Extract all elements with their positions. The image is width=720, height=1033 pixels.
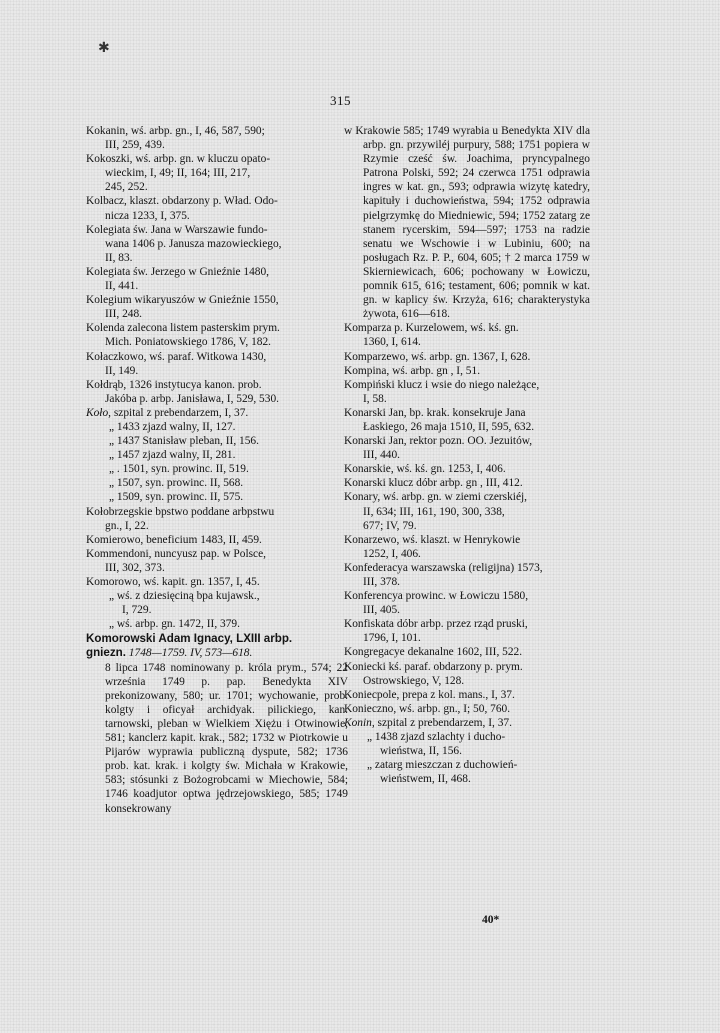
entry-line: Komparza p. Kurzelowem, wś. kś. gn.	[344, 322, 519, 335]
entry-line: Konieczno, wś. arbp. gn., I; 50, 760.	[344, 702, 511, 715]
right-entry	[344, 462, 590, 476]
left-entry	[86, 575, 348, 589]
right-entry	[344, 589, 590, 617]
entry-line: Kolegiata św. Jerzego w Gnieźnie 1480,	[86, 265, 270, 278]
entry-line: Koniecpole, prepa z kol. mans., I, 37.	[344, 688, 515, 701]
entry-line: 677; IV, 79.	[363, 519, 417, 532]
left-entry	[86, 547, 348, 575]
right-entry	[344, 434, 590, 462]
right-entry	[344, 321, 590, 349]
entry-line: Konarzewo, wś. klaszt. w Henrykowie	[344, 533, 521, 546]
entry-line: Kompina, wś. arbp. gn , I, 51.	[344, 364, 481, 377]
right-entry	[344, 490, 590, 532]
entry-line: II, 149.	[105, 364, 139, 377]
left-entry	[86, 223, 348, 265]
entry-line: „ wś. z dziesięciną bpa kujawsk.,	[109, 590, 260, 603]
entry-line: wieństwem, II, 468.	[380, 773, 471, 786]
left-entry	[86, 462, 348, 476]
ink-mark: ✱	[98, 41, 110, 56]
right-entry	[344, 406, 590, 434]
entry-dates: 1748—1759. IV, 573—618.	[128, 647, 253, 660]
entry-line: Konfiskata dóbr arbp. przez rząd pruski,	[344, 618, 528, 631]
signature-mark: 40*	[482, 914, 500, 926]
entry-line: Kołdrąb, 1326 instytucya kanon. prob.	[86, 378, 262, 391]
left-entry	[86, 505, 348, 533]
right-entry	[344, 730, 590, 758]
entry-line: Konarski Jan, rektor pozn. OO. Jezuitów,	[344, 435, 533, 448]
right-entry	[344, 364, 590, 378]
right-entry	[344, 561, 590, 589]
entry-line: Komierowo, beneficium 1483, II, 459.	[86, 533, 262, 546]
entry-line: gn., I, 22.	[105, 519, 149, 532]
left-entry	[86, 124, 348, 152]
entry-line: III, 405.	[363, 604, 401, 617]
entry-heading-cont: gniezn.	[86, 646, 126, 660]
entry-line: Kompiński klucz i wsie do niego należące,	[344, 378, 540, 391]
right-entry	[344, 124, 590, 321]
entry-line: „ 1509, syn. prowinc. II, 575.	[109, 491, 244, 504]
entry-line: 1360, I, 614.	[363, 336, 421, 349]
left-entry	[86, 406, 348, 420]
left-entry	[86, 533, 348, 547]
entry-line: „ 1457 zjazd walny, II, 281.	[109, 449, 236, 462]
entry-line: Koniecki kś. paraf. obdarzony p. prym.	[344, 660, 523, 673]
left-entry	[86, 589, 348, 617]
right-entry	[344, 645, 590, 659]
entry-line: nicza 1233, I, 375.	[105, 209, 190, 222]
entry-line: 1796, I, 101.	[363, 632, 421, 645]
entry-line: Kokoszki, wś. arbp. gn. w kluczu opato-	[86, 153, 271, 166]
entry-line: Konferencya prowinc. w Łowiczu 1580,	[344, 590, 529, 603]
right-entry	[344, 660, 590, 688]
right-entry	[344, 617, 590, 645]
right-entry	[344, 476, 590, 490]
left-entry	[86, 378, 348, 406]
entry-line: Kommendoni, nuncyusz pap. w Polsce,	[86, 547, 267, 560]
left-entry	[86, 617, 348, 631]
entry-heading: Komorowski Adam Ignacy, LXIII arbp.	[86, 632, 293, 646]
entry-line: Konarski Jan, bp. krak. konsekruje Jana	[344, 406, 526, 419]
right-entry	[344, 688, 590, 702]
left-entry	[86, 420, 348, 434]
entry-line: wana 1406 p. Janusza mazowieckiego,	[105, 237, 282, 250]
entry-line: I, 58.	[363, 392, 387, 405]
left-entry	[86, 194, 348, 222]
entry-line: Jakóba p. arbp. Janisława, I, 529, 530.	[105, 392, 279, 405]
entry-line: III, 378.	[363, 576, 401, 588]
entry-line: Łaskiego, 26 maja 1510, II, 595, 632.	[363, 420, 535, 433]
entry-line: Konarski klucz dóbr arbp. gn , III, 412.	[344, 477, 523, 490]
entry-line: wieckim, I, 49; II, 164; III, 217,	[105, 167, 251, 180]
entry-line: „ wś. arbp. gn. 1472, II, 379.	[109, 618, 240, 631]
entry-line: Kokanin, wś. arbp. gn., I, 46, 587, 590;	[86, 125, 265, 137]
right-entry	[344, 533, 590, 561]
entry-line: „ 1507, syn. prowinc. II, 568.	[109, 477, 244, 490]
entry-line: 245, 252.	[105, 181, 148, 194]
entry-line: 1252, I, 406.	[363, 547, 421, 560]
right-entry	[344, 758, 590, 786]
right-entry	[344, 378, 590, 406]
entry-line: Mich. Poniatowskiego 1786, V, 182.	[105, 336, 272, 349]
entry-line: Kolegiata św. Jana w Warszawie fundo-	[86, 223, 268, 236]
entry-line: Konary, wś. arbp. gn. w ziemi czerskiéj,	[344, 491, 528, 504]
entry-line: Kolenda zalecona listem pasterskim prym.	[86, 322, 280, 335]
entry-line: Komparzewo, wś. arbp. gn. 1367, I, 628.	[344, 350, 531, 363]
left-entry	[86, 476, 348, 490]
entry-line: Kolbacz, klaszt. obdarzony p. Wład. Odo-	[86, 195, 278, 208]
left-entry	[86, 448, 348, 462]
entry-line: „ 1437 Stanisław pleban, II, 156.	[109, 435, 259, 448]
entry-line: Konarskie, wś. kś. gn. 1253, I, 406.	[344, 463, 506, 476]
entry-line: wieństwa, II, 156.	[380, 745, 462, 758]
entry-line: III, 302, 373.	[105, 561, 165, 574]
entry-line: „ 1438 zjazd szlachty i ducho-	[367, 731, 506, 744]
entry-line: III, 248.	[105, 308, 143, 321]
left-entry	[86, 265, 348, 293]
entry-line: Konin, szpital z prebendarzem, I, 37.	[344, 716, 512, 729]
entry-line: III, 259, 439.	[105, 139, 165, 152]
entry-line: II, 441.	[105, 280, 139, 293]
left-entry	[86, 490, 348, 504]
left-entry	[86, 321, 348, 349]
entry-line: Kołobrzegskie bpstwo poddane arbpstwu	[86, 505, 275, 518]
page-number: 315	[330, 93, 351, 108]
entry-line: Kołaczkowo, wś. paraf. Witkowa 1430,	[86, 350, 267, 363]
entry-line: Konfederacya warszawska (religijna) 1573,	[344, 561, 543, 574]
left-entry	[86, 293, 348, 321]
entry-line: Kolegium wikaryuszów w Gnieźnie 1550,	[86, 294, 279, 307]
left-column	[86, 124, 348, 816]
left-entry	[86, 152, 348, 194]
entry-line: „ . 1501, syn. prowinc. II, 519.	[109, 463, 249, 476]
right-column	[344, 124, 590, 786]
entry-line: III, 440.	[363, 449, 401, 462]
right-entry	[344, 702, 590, 716]
right-entry	[344, 350, 590, 364]
entry-line: II, 83.	[105, 251, 133, 264]
komorowski-entry	[86, 632, 348, 815]
entry-line: I, 729.	[122, 604, 152, 617]
entry-line: Kongregacye dekanalne 1602, III, 522.	[344, 646, 523, 659]
entry-line: w Krakowie 585; 1749 wyrabia u Benedykta XIV dla arbp. gn. przywiléj purpury, 588; 1751 popiera w Rzymie cześć św. Joachima, pryncypalnego Patrona Polski, 592; 24 czerwca 1751 odprawia ingres w kat. gn., 593; odprawia wizytę katedry, kapituły i duchowieństwa, 594; 1752 odprawia pielgrzymkę do Miedniewic, 594; 1752 zatarg ze stanem rycerskim, 594—597; 1753 na radzie senatu we Wschowie i w Lubiniu, 600; na posługach Rz. P. P., 604, 605; † 2 marca 1759 w Skierniewicach, 606; pochowany w Łowiczu, pomnik 615, 616; testament, 606; pomnik w kat. gn. w kaplicy św. Krzyża, 616; charakterystyka żywota, 616—618.	[344, 125, 590, 321]
left-entry	[86, 434, 348, 448]
entry-line: „ 1433 zjazd walny, II, 127.	[109, 420, 236, 433]
entry-body: 8 lipca 1748 nominowany p. króla prym., 574; 22 września 1749 p. pap. Benedykta XIV prekonizowany, 580; ur. 1701; wychowanie, prob. kolgty i oficyał archidyak. pilickiego, kan. tarnowski, pleban w Wielkiem Xiężu i Otwinowie, 581; kanclerz kapit. krak., 582; 1732 w Piotrkowie u Pijarów wyprawia publiczną dyspute, 582; 1736 prob. kat. krak. i kolgty św. Michała w Krakowie, 583; stósunki z Bożogrobcami w Miechowie, 584; 1746 koadjutor optwa jędrzejowskiego, 585; 1749 konsekrowany	[105, 661, 348, 815]
left-entry	[86, 350, 348, 378]
entry-line: Ostrowskiego, V, 128.	[363, 674, 465, 687]
entry-line: „ zatarg mieszczan z duchowień-	[367, 759, 518, 772]
entry-line: Koło, szpital z prebendarzem, I, 37.	[86, 406, 249, 419]
entry-line: II, 634; III, 161, 190, 300, 338,	[363, 505, 505, 518]
right-entry	[344, 716, 590, 730]
entry-line: Komorowo, wś. kapit. gn. 1357, I, 45.	[86, 576, 260, 588]
